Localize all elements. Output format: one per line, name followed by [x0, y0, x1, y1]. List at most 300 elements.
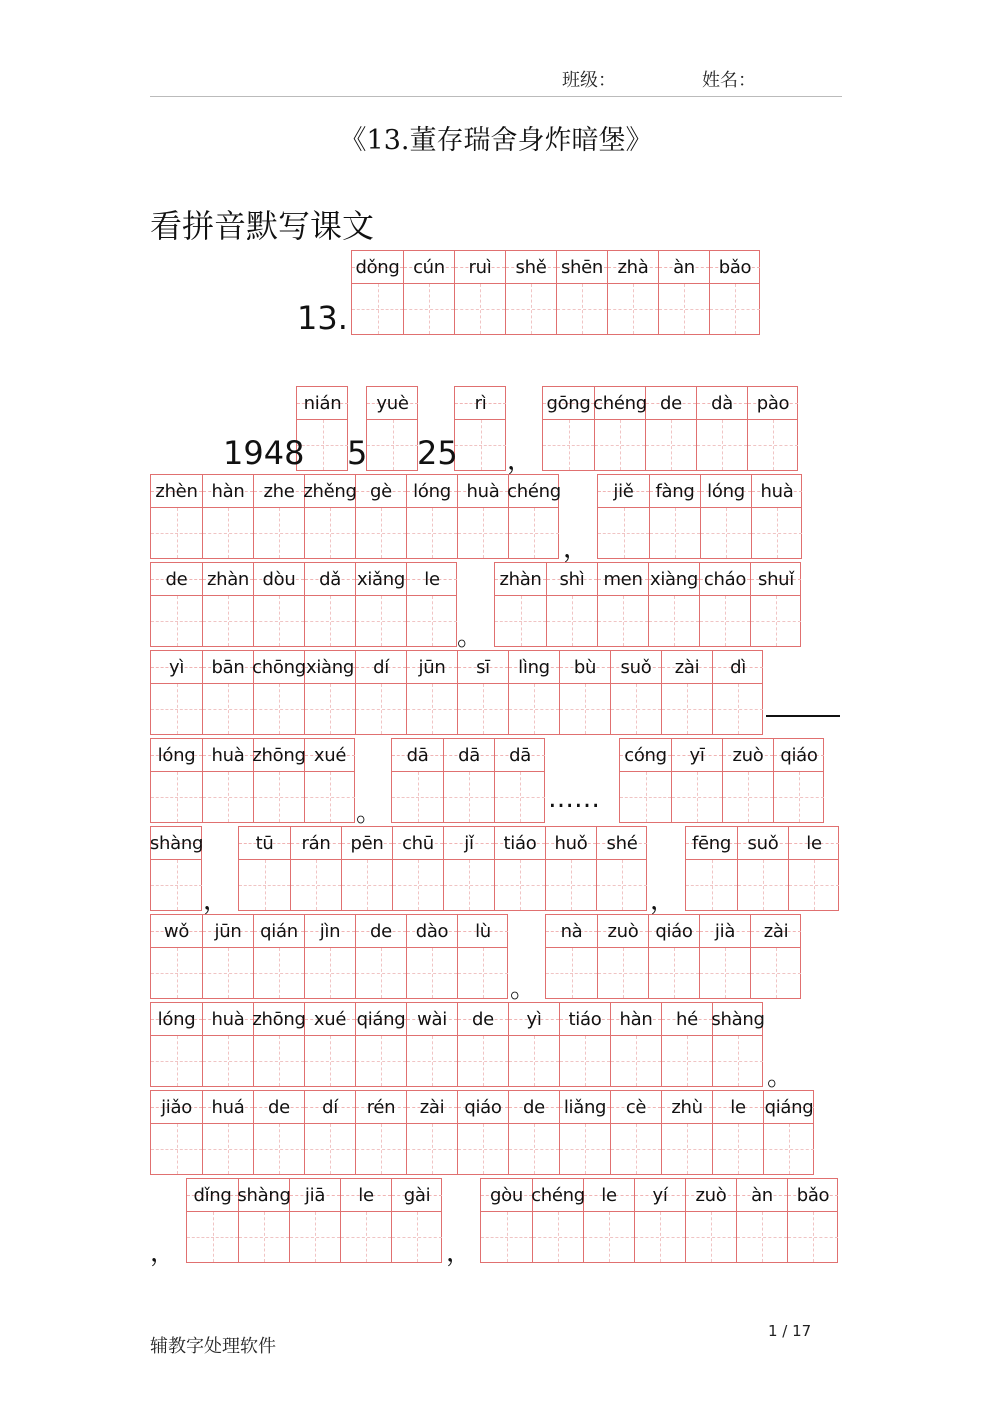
hanzi-writing-box[interactable]: [649, 596, 699, 646]
character-cell[interactable]: [559, 1003, 610, 1086]
hanzi-writing-box[interactable]: [407, 596, 457, 646]
character-cell[interactable]: [202, 475, 253, 558]
pinyin-label: [404, 251, 454, 284]
pinyin-label: [509, 475, 559, 508]
hanzi-writing-box[interactable]: [305, 1124, 355, 1174]
hanzi-writing-box[interactable]: [305, 508, 355, 558]
hanzi-writing-box[interactable]: [151, 1124, 202, 1174]
character-cell[interactable]: [610, 1003, 661, 1086]
character-cell[interactable]: [151, 563, 202, 646]
pinyin-label: [738, 827, 788, 860]
pinyin-text: xiàng: [649, 568, 699, 590]
hanzi-writing-box[interactable]: [662, 1124, 712, 1174]
pinyin-text: zhàn: [206, 568, 250, 590]
character-cell[interactable]: [340, 1179, 391, 1262]
pinyin-text: tiáo: [568, 1008, 602, 1030]
character-cell[interactable]: [253, 475, 304, 558]
character-cell[interactable]: [685, 1179, 736, 1262]
character-cell[interactable]: [712, 1091, 763, 1174]
hanzi-writing-box[interactable]: [686, 1212, 736, 1262]
character-cell[interactable]: [304, 915, 355, 998]
hanzi-writing-box[interactable]: [458, 948, 508, 998]
character-cell[interactable]: [355, 651, 406, 734]
character-cell[interactable]: [594, 387, 645, 470]
character-cell[interactable]: [556, 251, 607, 334]
hanzi-writing-box[interactable]: [203, 684, 253, 734]
character-cell[interactable]: [494, 827, 545, 910]
pinyin-label: [203, 915, 253, 948]
hanzi-writing-box[interactable]: [560, 1036, 610, 1086]
character-cell[interactable]: [457, 915, 508, 998]
character-cell[interactable]: [671, 739, 722, 822]
character-cell[interactable]: [597, 563, 648, 646]
pinyin-text: suǒ: [747, 832, 779, 854]
character-cell[interactable]: [661, 1091, 712, 1174]
hanzi-writing-box[interactable]: [533, 1212, 583, 1262]
hanzi-writing-box[interactable]: [392, 772, 443, 822]
hanzi-writing-box[interactable]: [407, 684, 457, 734]
character-cell[interactable]: [151, 1091, 202, 1174]
hanzi-writing-box[interactable]: [458, 1124, 508, 1174]
hanzi-writing-box[interactable]: [203, 1124, 253, 1174]
character-cell[interactable]: [355, 915, 406, 998]
character-cell[interactable]: [355, 475, 406, 558]
pinyin-text: chéng: [531, 1184, 585, 1206]
pinyin-text: jìn: [319, 920, 341, 942]
pinyin-text: dí: [322, 1096, 338, 1118]
character-cell[interactable]: [289, 1179, 340, 1262]
character-cell[interactable]: [788, 827, 839, 910]
character-cell[interactable]: [355, 1091, 406, 1174]
character-cell[interactable]: [747, 387, 798, 470]
character-cell[interactable]: [661, 1003, 712, 1086]
character-cell[interactable]: [736, 1179, 787, 1262]
character-cell[interactable]: [253, 563, 304, 646]
hanzi-writing-box[interactable]: [608, 284, 658, 334]
hanzi-writing-box[interactable]: [254, 1124, 304, 1174]
hanzi-writing-box[interactable]: [481, 1212, 532, 1262]
character-cell[interactable]: [661, 651, 712, 734]
hanzi-writing-box[interactable]: [254, 508, 304, 558]
character-cell[interactable]: [545, 827, 596, 910]
hanzi-writing-box[interactable]: [356, 1036, 406, 1086]
hanzi-writing-box[interactable]: [595, 420, 645, 470]
character-cell[interactable]: [406, 563, 457, 646]
hanzi-writing-box[interactable]: [151, 508, 202, 558]
pinyin-label: [367, 387, 418, 420]
character-cell[interactable]: [304, 1091, 355, 1174]
hanzi-writing-box[interactable]: [752, 508, 802, 558]
hanzi-writing-box[interactable]: [597, 860, 647, 910]
hanzi-writing-box[interactable]: [305, 1036, 355, 1086]
hanzi-writing-box[interactable]: [291, 860, 341, 910]
character-cell[interactable]: [304, 1003, 355, 1086]
hanzi-writing-box[interactable]: [710, 284, 760, 334]
hanzi-writing-box[interactable]: [620, 772, 671, 822]
character-cell[interactable]: [787, 1179, 838, 1262]
hanzi-writing-box[interactable]: [239, 1212, 289, 1262]
character-cell[interactable]: [722, 739, 773, 822]
hanzi-writing-box[interactable]: [407, 948, 457, 998]
hanzi-writing-box[interactable]: [662, 1036, 712, 1086]
character-cell[interactable]: [546, 563, 597, 646]
character-cell[interactable]: [532, 1179, 583, 1262]
character-cell[interactable]: [649, 475, 700, 558]
character-cell[interactable]: [151, 475, 202, 558]
pinyin-text: xiǎng: [356, 568, 406, 590]
hanzi-writing-box[interactable]: [495, 860, 545, 910]
pinyin-text: huà: [211, 744, 245, 766]
character-cell[interactable]: [763, 1091, 814, 1174]
character-cell[interactable]: [202, 563, 253, 646]
character-cell[interactable]: [454, 251, 505, 334]
character-cell[interactable]: [253, 1091, 304, 1174]
character-cell[interactable]: [494, 739, 545, 822]
hanzi-writing-box[interactable]: [239, 860, 290, 910]
hanzi-writing-box[interactable]: [788, 1212, 838, 1262]
hanzi-writing-box[interactable]: [701, 508, 751, 558]
hanzi-writing-box[interactable]: [407, 1036, 457, 1086]
character-cell[interactable]: [751, 475, 802, 558]
character-cell[interactable]: [151, 739, 202, 822]
character-cell[interactable]: [505, 251, 556, 334]
hanzi-writing-box[interactable]: [203, 948, 253, 998]
hanzi-writing-box[interactable]: [458, 684, 508, 734]
hanzi-writing-box[interactable]: [611, 1124, 661, 1174]
hanzi-writing-box[interactable]: [367, 420, 418, 470]
pinyin-text: de: [660, 392, 682, 414]
pinyin-label: [662, 1091, 712, 1124]
character-cell[interactable]: [304, 651, 355, 734]
character-cell[interactable]: [559, 1091, 610, 1174]
pinyin-label: [458, 1003, 508, 1036]
hanzi-writing-box[interactable]: [764, 1124, 814, 1174]
hanzi-writing-box[interactable]: [509, 684, 559, 734]
hanzi-writing-box[interactable]: [774, 772, 824, 822]
character-cell[interactable]: [406, 915, 457, 998]
pinyin-text: zhù: [671, 1096, 703, 1118]
character-cell[interactable]: [508, 1091, 559, 1174]
character-cell[interactable]: [253, 1003, 304, 1086]
hanzi-writing-box[interactable]: [392, 1212, 442, 1262]
character-cell[interactable]: [559, 651, 610, 734]
character-cell[interactable]: [239, 827, 290, 910]
hanzi-writing-box[interactable]: [342, 860, 392, 910]
character-cell[interactable]: [598, 475, 649, 558]
character-cell[interactable]: [392, 827, 443, 910]
character-cell[interactable]: [634, 1179, 685, 1262]
character-cell[interactable]: [443, 739, 494, 822]
character-cell[interactable]: [597, 915, 648, 998]
hanzi-writing-box[interactable]: [506, 284, 556, 334]
character-cell[interactable]: [457, 1003, 508, 1086]
hanzi-writing-box[interactable]: [509, 508, 559, 558]
character-cell[interactable]: [699, 563, 750, 646]
hanzi-writing-box[interactable]: [407, 508, 457, 558]
hanzi-writing-box[interactable]: [356, 684, 406, 734]
pinyin-text: jūn: [418, 656, 446, 678]
character-cell[interactable]: [202, 1003, 253, 1086]
pinyin-label: [305, 563, 355, 596]
pinyin-label: [305, 1003, 355, 1036]
pinyin-text: jià: [714, 920, 736, 942]
hanzi-writing-box[interactable]: [546, 860, 596, 910]
character-cell[interactable]: [406, 1003, 457, 1086]
hanzi-writing-box[interactable]: [305, 772, 355, 822]
pinyin-text: dā: [458, 744, 480, 766]
character-cell[interactable]: [151, 651, 202, 734]
pinyin-text: bān: [211, 656, 245, 678]
character-cell[interactable]: [238, 1179, 289, 1262]
character-cell[interactable]: [297, 387, 348, 470]
character-cell[interactable]: [712, 1003, 763, 1086]
character-cell[interactable]: [406, 475, 457, 558]
hanzi-writing-box[interactable]: [713, 1036, 763, 1086]
hanzi-writing-box[interactable]: [662, 684, 712, 734]
character-cell[interactable]: [645, 387, 696, 470]
hanzi-writing-box[interactable]: [305, 948, 355, 998]
character-cell[interactable]: [202, 915, 253, 998]
hanzi-writing-box[interactable]: [598, 596, 648, 646]
character-cell[interactable]: [481, 1179, 532, 1262]
character-cell[interactable]: [202, 1091, 253, 1174]
hanzi-writing-box[interactable]: [547, 596, 597, 646]
character-cell[interactable]: [648, 915, 699, 998]
character-cell[interactable]: [750, 563, 801, 646]
hanzi-writing-box[interactable]: [697, 420, 747, 470]
pinyin-label: [151, 915, 202, 948]
hanzi-writing-box[interactable]: [393, 860, 443, 910]
character-cell[interactable]: [508, 1003, 559, 1086]
character-cell[interactable]: [610, 1091, 661, 1174]
character-cell[interactable]: [457, 475, 508, 558]
hanzi-writing-box[interactable]: [203, 1036, 253, 1086]
hanzi-writing-box[interactable]: [560, 1124, 610, 1174]
hanzi-writing-box[interactable]: [737, 1212, 787, 1262]
hanzi-writing-box[interactable]: [455, 284, 505, 334]
hanzi-writing-box[interactable]: [305, 684, 355, 734]
character-cell[interactable]: [443, 827, 494, 910]
pinyin-label: [713, 1091, 763, 1124]
pinyin-text: yuè: [376, 392, 409, 414]
pinyin-text: bǎo: [718, 256, 752, 278]
character-cell[interactable]: [648, 563, 699, 646]
pinyin-text: tiáo: [503, 832, 537, 854]
hanzi-writing-box[interactable]: [458, 508, 508, 558]
hanzi-writing-box[interactable]: [584, 1212, 634, 1262]
character-cell[interactable]: [406, 1091, 457, 1174]
character-cell[interactable]: [304, 563, 355, 646]
hanzi-writing-box[interactable]: [598, 948, 648, 998]
hanzi-writing-box[interactable]: [458, 1036, 508, 1086]
character-cell[interactable]: [187, 1179, 238, 1262]
hanzi-writing-box[interactable]: [751, 948, 801, 998]
hanzi-writing-box[interactable]: [455, 420, 506, 470]
pinyin-text: gè: [370, 480, 392, 502]
pinyin-label: [187, 1179, 238, 1212]
character-cell[interactable]: [495, 563, 546, 646]
hanzi-writing-box[interactable]: [650, 508, 700, 558]
hanzi-writing-box[interactable]: [404, 284, 454, 334]
character-cell[interactable]: [700, 475, 751, 558]
hanzi-writing-box[interactable]: [672, 772, 722, 822]
character-cell[interactable]: [392, 739, 443, 822]
pinyin-text: zhà: [617, 256, 649, 278]
hanzi-writing-box[interactable]: [254, 596, 304, 646]
hanzi-writing-box[interactable]: [751, 596, 801, 646]
character-cell[interactable]: [508, 475, 559, 558]
character-cell[interactable]: [403, 251, 454, 334]
hanzi-writing-box[interactable]: [151, 772, 202, 822]
hanzi-writing-box[interactable]: [254, 948, 304, 998]
character-cell[interactable]: [508, 651, 559, 734]
character-cell[interactable]: [455, 387, 506, 470]
hanzi-writing-box[interactable]: [352, 284, 403, 334]
pinyin-text: gài: [403, 1184, 431, 1206]
character-cell[interactable]: [610, 651, 661, 734]
hanzi-writing-box[interactable]: [495, 596, 546, 646]
character-cell[interactable]: [737, 827, 788, 910]
day-number: 25: [417, 434, 458, 472]
tianzige-block: [150, 474, 559, 559]
character-cell[interactable]: [367, 387, 418, 470]
character-cell[interactable]: [341, 827, 392, 910]
character-cell[interactable]: [457, 651, 508, 734]
character-cell[interactable]: [391, 1179, 442, 1262]
pinyin-label: [560, 1003, 610, 1036]
character-cell[interactable]: [709, 251, 760, 334]
character-cell[interactable]: [202, 739, 253, 822]
hanzi-writing-box[interactable]: [305, 596, 355, 646]
hanzi-writing-box[interactable]: [444, 860, 494, 910]
pinyin-text: liǎng: [563, 1096, 607, 1118]
character-cell[interactable]: [355, 563, 406, 646]
character-cell[interactable]: [696, 387, 747, 470]
hanzi-writing-box[interactable]: [748, 420, 798, 470]
hanzi-writing-box[interactable]: [635, 1212, 685, 1262]
pinyin-label: [608, 251, 658, 284]
pinyin-text: cè: [625, 1096, 647, 1118]
character-cell[interactable]: [686, 827, 737, 910]
hanzi-writing-box[interactable]: [297, 420, 348, 470]
hanzi-writing-box[interactable]: [700, 596, 750, 646]
character-cell[interactable]: [355, 1003, 406, 1086]
hanzi-writing-box[interactable]: [407, 1124, 457, 1174]
hanzi-writing-box[interactable]: [659, 284, 709, 334]
pinyin-label: [748, 387, 798, 420]
character-cell[interactable]: [304, 739, 355, 822]
character-cell[interactable]: [290, 827, 341, 910]
pinyin-text: zhàn: [499, 568, 542, 590]
character-cell[interactable]: [352, 251, 403, 334]
hanzi-writing-box[interactable]: [356, 508, 406, 558]
hanzi-writing-box[interactable]: [789, 860, 839, 910]
character-cell[interactable]: [151, 1003, 202, 1086]
hanzi-writing-box[interactable]: [151, 684, 202, 734]
character-cell[interactable]: [304, 475, 355, 558]
character-cell[interactable]: [253, 651, 304, 734]
pinyin-text: de: [523, 1096, 545, 1118]
hanzi-writing-box[interactable]: [646, 420, 696, 470]
character-cell[interactable]: [151, 827, 202, 910]
character-cell[interactable]: [406, 651, 457, 734]
hanzi-writing-box[interactable]: [509, 1124, 559, 1174]
pinyin-text: shēn: [560, 256, 604, 278]
hanzi-writing-box[interactable]: [557, 284, 607, 334]
hanzi-writing-box[interactable]: [509, 1036, 559, 1086]
hanzi-writing-box[interactable]: [356, 596, 406, 646]
hanzi-writing-box[interactable]: [151, 596, 202, 646]
pinyin-label: [611, 1003, 661, 1036]
hanzi-writing-box[interactable]: [203, 508, 253, 558]
hanzi-writing-box[interactable]: [444, 772, 494, 822]
character-cell[interactable]: [750, 915, 801, 998]
hanzi-writing-box[interactable]: [560, 684, 610, 734]
pinyin-label: [584, 1179, 634, 1212]
pinyin-text: qiáo: [655, 920, 693, 942]
character-cell[interactable]: [151, 915, 202, 998]
hanzi-writing-box[interactable]: [203, 596, 253, 646]
hanzi-writing-box[interactable]: [543, 420, 594, 470]
hanzi-writing-box[interactable]: [495, 772, 545, 822]
comma-mark: ，: [203, 886, 230, 916]
hanzi-writing-box[interactable]: [290, 1212, 340, 1262]
hanzi-writing-box[interactable]: [254, 772, 304, 822]
character-cell[interactable]: [712, 651, 763, 734]
hanzi-writing-box[interactable]: [341, 1212, 391, 1262]
hanzi-writing-box[interactable]: [187, 1212, 238, 1262]
hanzi-writing-box[interactable]: [611, 684, 661, 734]
hanzi-writing-box[interactable]: [151, 948, 202, 998]
character-cell[interactable]: [457, 1091, 508, 1174]
hanzi-writing-box[interactable]: [151, 1036, 202, 1086]
character-cell[interactable]: [202, 651, 253, 734]
hanzi-writing-box[interactable]: [203, 772, 253, 822]
hanzi-writing-box[interactable]: [254, 684, 304, 734]
pinyin-label: [650, 475, 700, 508]
character-cell[interactable]: [620, 739, 671, 822]
character-cell[interactable]: [773, 739, 824, 822]
pinyin-text: cóng: [624, 744, 667, 766]
pinyin-text: le: [601, 1184, 617, 1206]
hanzi-writing-box[interactable]: [546, 948, 597, 998]
hanzi-writing-box[interactable]: [686, 860, 737, 910]
hanzi-writing-box[interactable]: [254, 1036, 304, 1086]
character-cell[interactable]: [607, 251, 658, 334]
character-cell[interactable]: [253, 915, 304, 998]
hanzi-writing-box[interactable]: [713, 1124, 763, 1174]
hanzi-writing-box[interactable]: [723, 772, 773, 822]
character-cell[interactable]: [253, 739, 304, 822]
character-cell[interactable]: [699, 915, 750, 998]
character-cell[interactable]: [596, 827, 647, 910]
hanzi-writing-box[interactable]: [649, 948, 699, 998]
hanzi-writing-box[interactable]: [713, 684, 763, 734]
character-cell[interactable]: [658, 251, 709, 334]
character-cell[interactable]: [583, 1179, 634, 1262]
pinyin-text: cún: [413, 256, 445, 278]
character-cell[interactable]: [543, 387, 594, 470]
hanzi-writing-box[interactable]: [611, 1036, 661, 1086]
hanzi-writing-box[interactable]: [738, 860, 788, 910]
hanzi-writing-box[interactable]: [151, 860, 202, 910]
character-cell[interactable]: [546, 915, 597, 998]
hanzi-writing-box[interactable]: [700, 948, 750, 998]
hanzi-writing-box[interactable]: [356, 1124, 406, 1174]
pinyin-label: [239, 827, 290, 860]
hanzi-writing-box[interactable]: [598, 508, 649, 558]
hanzi-writing-box[interactable]: [356, 948, 406, 998]
